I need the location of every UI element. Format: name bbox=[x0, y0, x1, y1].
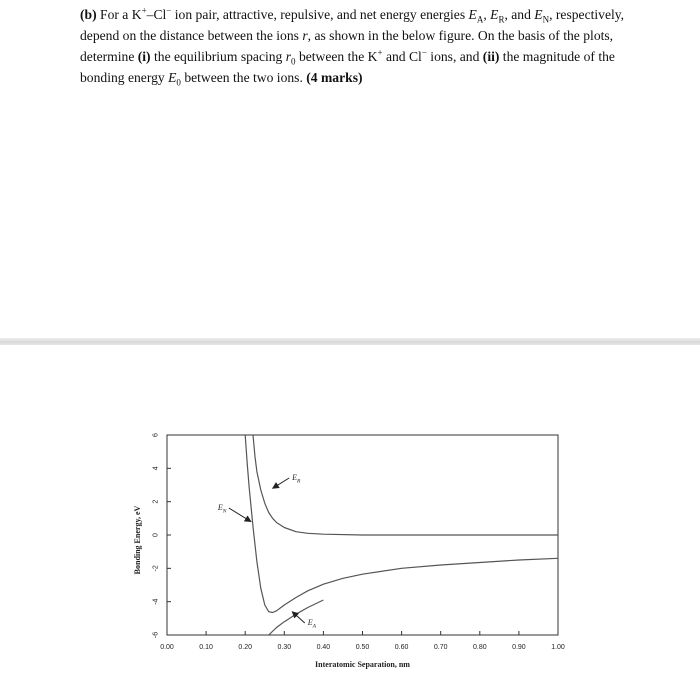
question-fragment: , as shown in the below figure. On the basis of the plots, determine bbox=[80, 28, 614, 64]
y-tick-label: -2 bbox=[152, 565, 160, 572]
curve-label-subscript: N bbox=[222, 508, 227, 515]
part-label: (b) bbox=[80, 7, 97, 22]
question-fragment: , and bbox=[504, 7, 535, 22]
symbol-subscript: N bbox=[542, 14, 550, 25]
bonding-energy-chart bbox=[0, 345, 700, 680]
y-tick-label: 4 bbox=[152, 466, 160, 471]
question-fragment: ion pair, attractive, repulsive, and net energy energies bbox=[171, 7, 469, 22]
charge-superscript: − bbox=[421, 47, 427, 58]
charge-superscript: − bbox=[166, 5, 172, 16]
question-fragment: For a K bbox=[96, 7, 142, 22]
symbol-subscript: R bbox=[498, 14, 505, 25]
question-fragment: ions, and bbox=[426, 49, 483, 64]
question-fragment: , bbox=[483, 7, 491, 22]
annotation-arrow bbox=[273, 478, 290, 488]
page-divider bbox=[0, 338, 700, 345]
series-line-e-r bbox=[253, 435, 558, 535]
question-fragment: between the K bbox=[295, 49, 378, 64]
x-tick-label: 0.80 bbox=[472, 644, 487, 651]
series-line-e-n bbox=[245, 435, 558, 613]
curve-label-subscript: R bbox=[297, 478, 301, 485]
symbol-er: E bbox=[490, 7, 499, 22]
x-tick-label: 0.20 bbox=[238, 644, 253, 651]
symbol-subscript: A bbox=[476, 14, 484, 25]
annotation-arrow bbox=[229, 508, 251, 522]
symbol-subscript: 0 bbox=[291, 56, 296, 67]
x-tick-label: 1.00 bbox=[551, 644, 565, 651]
y-tick-label: -4 bbox=[152, 598, 160, 605]
curve-label: $E_N$ bbox=[217, 503, 227, 515]
curve-label: $E_R$ bbox=[292, 473, 301, 485]
x-tick-label: 0.50 bbox=[355, 644, 370, 651]
series-line-e-a bbox=[269, 600, 324, 635]
question-fragment: the magnitude of the bonding energy bbox=[80, 49, 615, 85]
charge-superscript: + bbox=[377, 47, 383, 58]
symbol-ea: E bbox=[468, 7, 477, 22]
x-tick-label: 0.70 bbox=[433, 644, 448, 651]
question-fragment: between the two ions. bbox=[180, 70, 307, 85]
symbol-e0: E bbox=[168, 70, 177, 85]
y-tick-label: 2 bbox=[152, 499, 160, 504]
x-tick-label: 0.40 bbox=[316, 644, 331, 651]
question-text bbox=[80, 4, 635, 88]
curve-label: $E_A$ bbox=[307, 618, 317, 630]
x-tick-label: 0.10 bbox=[199, 644, 213, 651]
question-fragment: the equilibrium spacing bbox=[150, 49, 286, 64]
y-tick-label: 0 bbox=[152, 533, 160, 537]
item-label-ii: (ii) bbox=[482, 49, 500, 64]
y-tick-label: -6 bbox=[152, 631, 160, 639]
marks-label: (4 marks) bbox=[306, 70, 363, 85]
question-fragment: and Cl bbox=[382, 49, 422, 64]
symbol-subscript: 0 bbox=[176, 77, 181, 88]
question-fragment: , respectively, depend on the distance between the ions bbox=[80, 7, 625, 43]
x-tick-label: 0.30 bbox=[277, 644, 292, 651]
symbol-r: r bbox=[302, 28, 308, 43]
x-axis-title: Interatomic Separation, nm bbox=[315, 660, 410, 669]
symbol-en: E bbox=[534, 7, 543, 22]
charge-superscript: + bbox=[141, 5, 147, 16]
x-tick-label: 0.60 bbox=[394, 644, 409, 651]
symbol-r0: r bbox=[285, 49, 292, 64]
y-tick-label: 6 bbox=[152, 433, 160, 437]
curve-label-subscript: A bbox=[312, 623, 317, 630]
y-axis-title: Bonding Energy, eV bbox=[133, 505, 142, 575]
item-label-i: (i) bbox=[137, 49, 151, 64]
x-tick-label: 0.90 bbox=[512, 644, 526, 651]
x-tick-label: 0.00 bbox=[160, 644, 174, 651]
question-fragment: –Cl bbox=[146, 7, 167, 22]
